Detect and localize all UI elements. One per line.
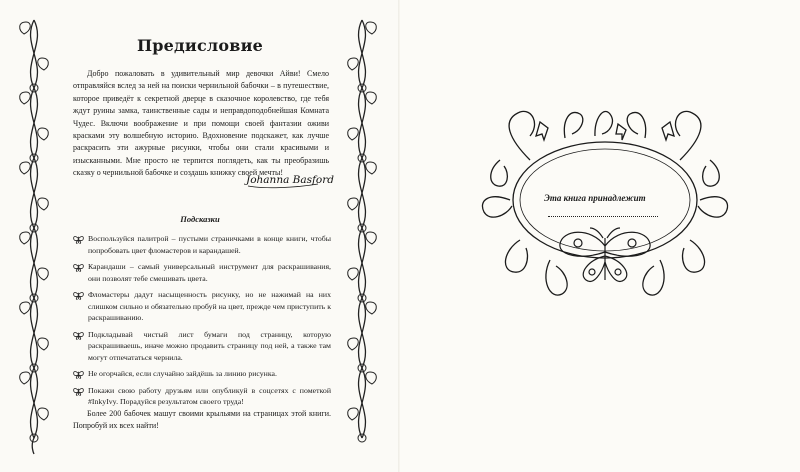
tips-heading: Подсказки xyxy=(180,214,220,224)
butterfly-icon xyxy=(73,262,84,273)
owner-name-line xyxy=(548,216,658,217)
tip-text: Карандаши – самый универсальный инструмент для раскрашивания, они позволят тебе смешивать цвета. xyxy=(88,262,331,283)
list-item xyxy=(73,368,331,380)
floral-vine-left-border xyxy=(16,14,52,458)
butterfly-icon xyxy=(73,234,84,245)
tips-list xyxy=(73,233,331,413)
list-item xyxy=(73,329,331,364)
butterfly-icon xyxy=(73,330,84,341)
tip-text: Фломастеры дадут насыщенность рисунку, но не нажимай на них слишком сильно и обязательно пробуй на цвет, прежде чем приступить к раскрашиванию. xyxy=(88,290,331,322)
floral-vine-right-border xyxy=(344,14,380,458)
list-item xyxy=(73,289,331,324)
tip-text: Подкладывай чистый лист бумаги под страницу, которую раскрашиваешь, иначе можно продавить страницу под ней, а также там могут отпечататься чернила. xyxy=(88,329,331,362)
page-title: Предисловие xyxy=(136,36,264,55)
butterfly-icon xyxy=(73,386,84,397)
tip-text: Воспользуйся палитрой – пустыми страничками в конце книги, чтобы попробовать цвет фломастеров и карандашей. xyxy=(88,234,331,255)
tip-text: Не огорчайся, если случайно зайдёшь за линию рисунка. xyxy=(88,369,277,378)
intro-paragraph: Добро пожаловать в удивительный мир девочки Айви! Смело отправляйся вслед за ней на поиски чернильной бабочки – в путешествие, которое приведёт к секретной дверце в сказочное королевство, где тебя ждут руины замка, таинственные сады и неправдоподобнейшая Комната Чудес. Включи воображение и при помощи своей фантазии оживи красками эту волшебную историю. Вдохновение подскажет, как лучше раскрасить эти ажурные рисунки, чтобы они стали красивыми и изысканными. Мне просто не терпится поглядеть, как ты преобразишь сказку о чернильной бабочке и создашь книжку своей мечты! xyxy=(73,69,329,178)
floral-wreath-bookplate xyxy=(470,100,740,310)
signature-text: Johanna Basford xyxy=(246,174,334,186)
bookplate-label: Эта книга принадлежит xyxy=(544,193,646,203)
list-item xyxy=(73,261,331,284)
list-item xyxy=(73,385,331,408)
butterfly-icon xyxy=(73,369,84,380)
closing-paragraph: Более 200 бабочек машут своими крыльями на страницах этой книги. Попробуй их всех найти! xyxy=(73,409,331,431)
author-signature xyxy=(244,166,334,192)
tip-text: Покажи свою работу друзьям или опубликуй в соцсетях с пометкой #InkyIvy. Порадуйся результатом своего труда! xyxy=(88,385,331,406)
list-item xyxy=(73,233,331,256)
butterfly-icon xyxy=(73,290,84,301)
